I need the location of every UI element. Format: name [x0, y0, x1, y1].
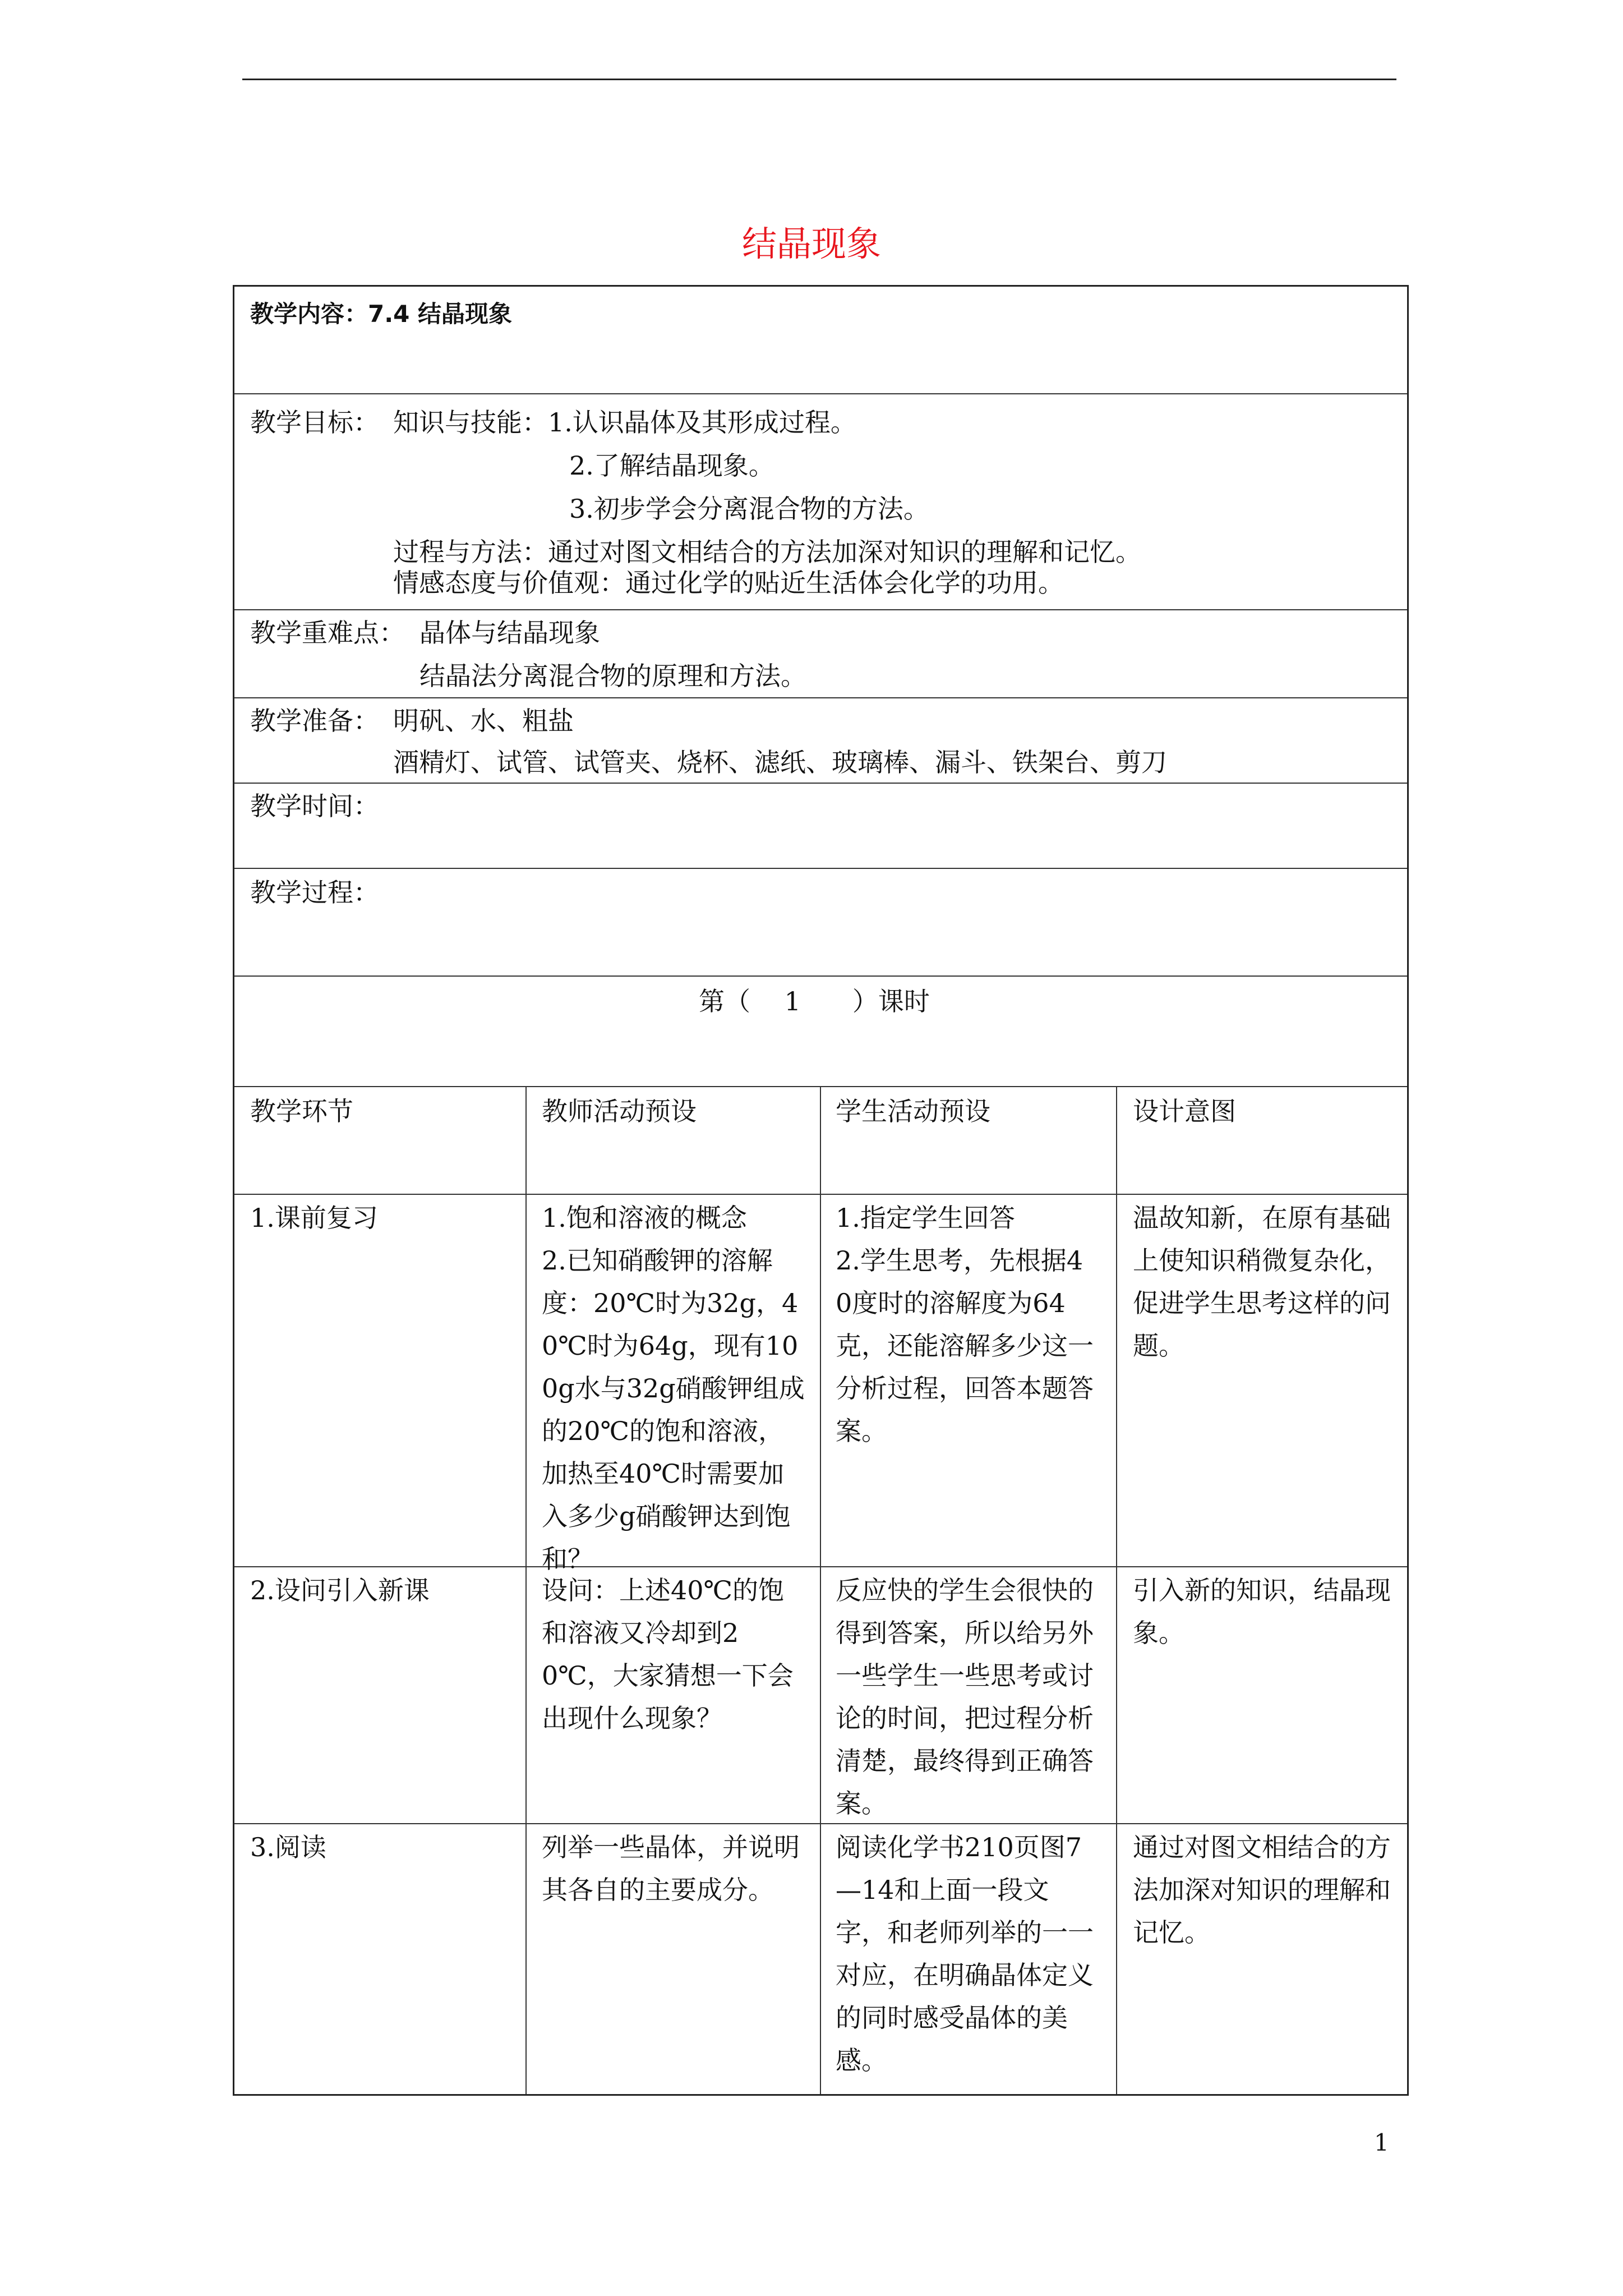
content-row [234, 287, 1407, 394]
page-title: 结晶现象 [741, 223, 881, 264]
student-cell: 反应快的学生会很快的得到答案，所以给另外一些学生一些思考或讨论的时间，把过程分析清楚，最终得到正确答案。 [836, 1575, 1094, 1819]
lesson-row [234, 977, 1407, 1087]
preparation-line: 明矾、水、粗盐 [393, 706, 574, 736]
time-label: 教学时间： [250, 791, 379, 821]
stage-cell: 1.课前复习 [250, 1203, 378, 1233]
teacher-cell: 1.饱和溶液的概念 2.已知硝酸钾的溶解度：20℃时为32g，40℃时为64g，现有100g水与32g硝酸钾组成的20℃的饱和溶液，加热至40℃时需要加入多少g硝酸钾达到饱和？ [542, 1203, 805, 1574]
teacher-cell: 设问：上述40℃的饱和溶液又冷却到20℃，大家猜想一下会出现什么现象？ [542, 1575, 794, 1733]
process-row [234, 869, 1407, 977]
objective-line: 3.初步学会分离混合物的方法。 [569, 494, 929, 524]
lesson-number: 第（ 1 ）课时 [699, 986, 930, 1016]
objectives-label: 教学目标： [250, 407, 379, 438]
header-student: 学生活动预设 [836, 1096, 990, 1126]
header-rule [242, 79, 1396, 80]
intent-cell: 温故知新，在原有基础上使知识稍微复杂化，促进学生思考这样的问题。 [1133, 1203, 1391, 1361]
stage-cell: 2.设问引入新课 [250, 1575, 430, 1605]
objectives-row [234, 394, 1407, 610]
column-divider [820, 1087, 821, 2094]
header-intent: 设计意图 [1133, 1096, 1236, 1126]
column-divider [525, 1087, 527, 2094]
intent-cell: 通过对图文相结合的方法加深对知识的理解和记忆。 [1133, 1832, 1391, 1948]
student-cell: 阅读化学书210页图7—14和上面一段文字，和老师列举的一一对应，在明确晶体定义的同时感受晶体的美感。 [836, 1832, 1094, 2076]
header-stage: 教学环节 [250, 1096, 353, 1126]
objective-line: 情感态度与价值观：通过化学的贴近生活体会化学的功用。 [393, 568, 1064, 598]
lesson-plan-table [233, 285, 1409, 2096]
student-cell: 1.指定学生回答 2.学生思考，先根据40度时的溶解度为64克，还能溶解多少这一分析过程，回答本题答案。 [836, 1203, 1094, 1446]
row-divider [234, 1194, 1407, 1195]
stage-cell: 3.阅读 [250, 1832, 326, 1862]
page-number: 1 [1374, 2129, 1389, 2156]
key-points-row [234, 610, 1407, 698]
header-teacher: 教师活动预设 [542, 1096, 697, 1126]
key-point-line: 晶体与结晶现象 [419, 618, 600, 648]
preparation-row [234, 698, 1407, 784]
time-row [234, 784, 1407, 869]
preparation-label: 教学准备： [250, 706, 379, 736]
row-divider [234, 1566, 1407, 1567]
intent-cell: 引入新的知识，结晶现象。 [1133, 1575, 1391, 1648]
key-point-line: 结晶法分离混合物的原理和方法。 [419, 661, 806, 691]
objective-line: 知识与技能：1.认识晶体及其形成过程。 [393, 407, 856, 438]
content-text: 教学内容：7.4 结晶现象 [250, 300, 513, 328]
column-divider [1116, 1087, 1117, 2094]
teacher-cell: 列举一些晶体，并说明其各自的主要成分。 [542, 1832, 800, 1905]
objective-line: 2.了解结晶现象。 [569, 450, 774, 481]
preparation-line: 酒精灯、试管、试管夹、烧杯、滤纸、玻璃棒、漏斗、铁架台、剪刀 [393, 747, 1167, 777]
row-divider [234, 1823, 1407, 1824]
process-label: 教学过程： [250, 877, 379, 908]
objective-line: 过程与方法：通过对图文相结合的方法加深对知识的理解和记忆。 [393, 537, 1141, 567]
key-points-label: 教学重难点： [250, 618, 405, 648]
